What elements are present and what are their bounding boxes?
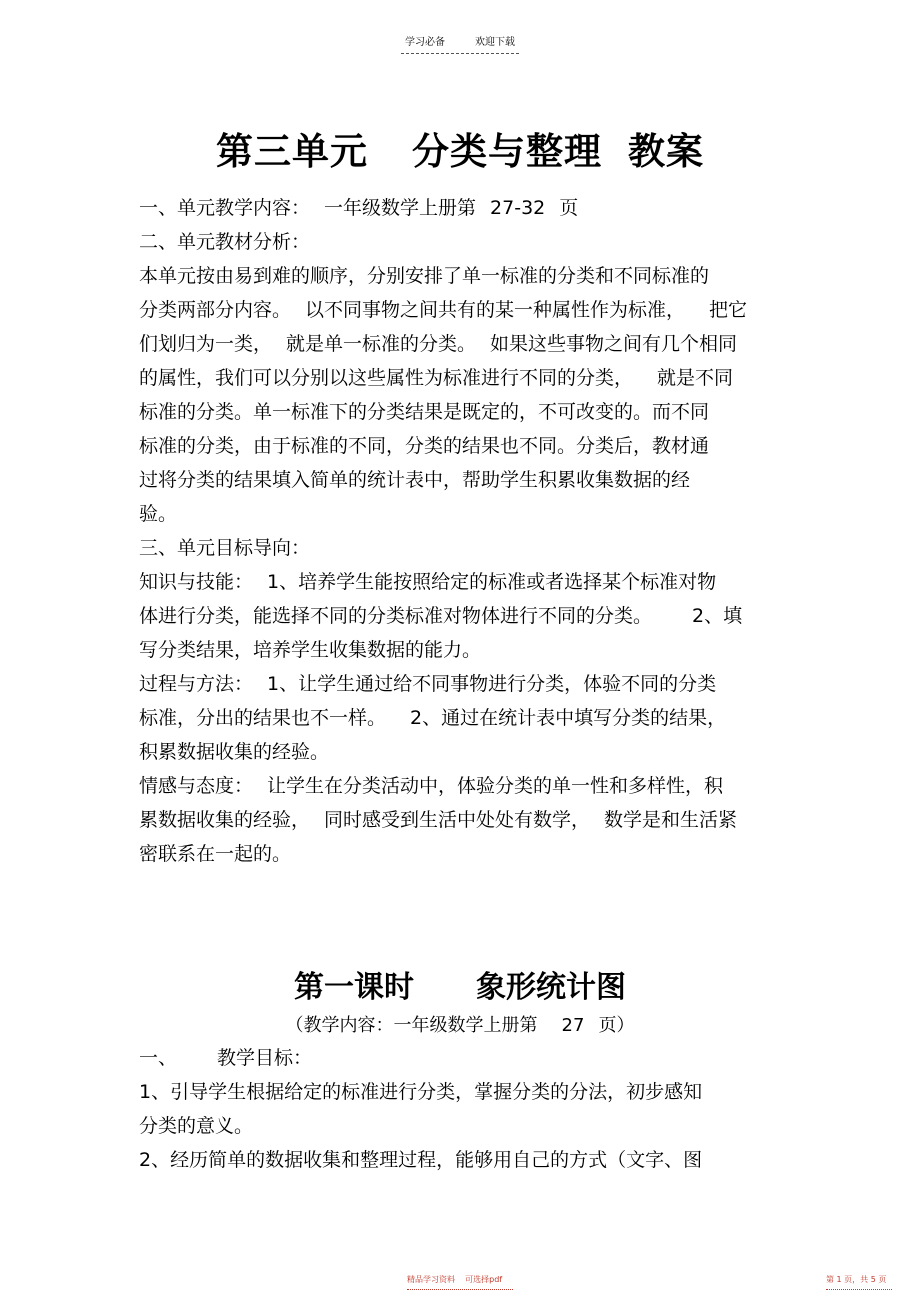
goal-label: 过程与方法： — [139, 673, 254, 695]
paragraph-line — [139, 1075, 789, 1109]
text-run: 1、培养学生能按照给定的标准或者选择某个标准对物 — [267, 571, 717, 593]
text-run: 们划归为一类， — [139, 333, 273, 355]
paragraph-line — [139, 735, 789, 769]
lesson-number: 第一课时 — [294, 970, 414, 1005]
paragraph-line — [139, 803, 789, 837]
unit-body — [139, 191, 789, 871]
text-run: 2、经历简单的数据收集和整理过程，能够用自己的方式（文字、图 — [139, 1149, 703, 1171]
paragraph-line — [139, 327, 789, 361]
section-heading-line — [139, 225, 789, 259]
text-run: 同时感受到生活中处处有数学， — [324, 809, 591, 831]
section-number: 一、 — [139, 1047, 178, 1069]
section-heading: 一、单元教学内容： — [139, 197, 311, 219]
footer-watermark — [407, 1274, 502, 1286]
goal-label: 知识与技能： — [139, 571, 254, 593]
lesson-body — [139, 1041, 789, 1177]
page-header — [0, 36, 920, 50]
header-left-text: 学习必备 — [405, 37, 445, 48]
page-range: 27-32 — [490, 197, 546, 219]
text-run: 2、填 — [692, 605, 743, 627]
footer-divider — [407, 1289, 513, 1290]
paragraph-line — [139, 395, 789, 429]
text-run: 本单元按由易到难的顺序，分别安排了单一标准的分类和不同标准的 — [139, 265, 710, 287]
lesson-topic: 象形统计图 — [476, 970, 626, 1005]
section-content-line — [139, 191, 789, 225]
text-run: 可选择pdf — [465, 1275, 503, 1284]
text-run: 标准的分类。单一标准下的分类结果是既定的，不可改变的。而不同 — [139, 401, 710, 423]
section-heading: 三、单元目标导向： — [139, 537, 311, 559]
text-run: 密联系在一起的。 — [139, 843, 292, 865]
page-indicator: 第 1 页，共 5 页 — [826, 1275, 887, 1284]
paragraph-line — [139, 701, 789, 735]
text-run: 就是不同 — [657, 367, 734, 389]
paragraph-line — [139, 837, 789, 871]
text-run: 写分类结果，培养学生收集数据的能力。 — [139, 639, 482, 661]
paragraph-line — [139, 599, 789, 633]
text-run: （教学内容：一年级数学上册第 — [285, 1015, 538, 1036]
title-unit: 第三单元 — [216, 130, 368, 173]
document-title — [0, 128, 920, 176]
text-run: 就是单一标准的分类。 — [286, 333, 477, 355]
section-heading-line — [139, 1041, 789, 1075]
text-run: 如果这些事物之间有几个相同 — [490, 333, 738, 355]
header-right-text: 欢迎下载 — [475, 37, 515, 48]
title-type: 教案 — [628, 130, 704, 173]
text-run: 分类两部分内容。 — [139, 299, 292, 321]
title-topic: 分类与整理 — [412, 130, 602, 173]
page-number: 27 — [561, 1015, 585, 1036]
page-unit: 页 — [559, 197, 579, 219]
section-heading-line — [139, 531, 789, 565]
text-run: 让学生在分类活动中，体验分类的单一性和多样性，积 — [267, 775, 724, 797]
text-run: 分类的意义。 — [139, 1115, 254, 1137]
goal-label: 情感与态度： — [139, 775, 254, 797]
lesson-subtitle — [0, 1011, 920, 1041]
text-run: 把它 — [709, 299, 748, 321]
paragraph-line — [139, 633, 789, 667]
text-run: 精品学习资料 — [407, 1275, 455, 1284]
text-run: 累数据收集的经验， — [139, 809, 311, 831]
text-run: 标准，分出的结果也不一样。 — [139, 707, 387, 729]
text-run: 页） — [598, 1015, 635, 1036]
section-value: 一年级数学上册第 — [324, 197, 477, 219]
paragraph-line — [139, 565, 789, 599]
text-run: 验。 — [139, 503, 178, 525]
text-run: 1、让学生通过给不同事物进行分类，体验不同的分类 — [267, 673, 717, 695]
paragraph-line — [139, 667, 789, 701]
paragraph-line — [139, 463, 789, 497]
paragraph-line — [139, 259, 789, 293]
text-run: 2、通过在统计表中填写分类的结果， — [410, 707, 727, 729]
paragraph-line — [139, 1109, 789, 1143]
paragraph-line — [139, 429, 789, 463]
text-run: 1、引导学生根据给定的标准进行分类，掌握分类的分法，初步感知 — [139, 1081, 703, 1103]
lesson-title — [0, 966, 920, 1010]
paragraph-line — [139, 361, 789, 395]
paragraph-line — [139, 1143, 789, 1177]
text-run: 过将分类的结果填入简单的统计表中，帮助学生积累收集数据的经 — [139, 469, 691, 491]
paragraph-line — [139, 497, 789, 531]
text-run: 积累数据收集的经验。 — [139, 741, 330, 763]
footer-divider — [826, 1289, 892, 1290]
header-divider — [401, 53, 519, 54]
text-run: 数学是和生活紧 — [604, 809, 738, 831]
text-run: 的属性，我们可以分别以这些属性为标准进行不同的分类， — [139, 367, 634, 389]
text-run: 标准的分类，由于标准的不同，分类的结果也不同。分类后，教材通 — [139, 435, 710, 457]
paragraph-line — [139, 769, 789, 803]
text-run: 体进行分类，能选择不同的分类标准对物体进行不同的分类。 — [139, 605, 653, 627]
section-heading: 二、单元教材分析： — [139, 231, 311, 253]
text-run: 以不同事物之间共有的某一种属性作为标准， — [305, 299, 686, 321]
paragraph-line — [139, 293, 789, 327]
section-heading: 教学目标： — [217, 1047, 313, 1069]
